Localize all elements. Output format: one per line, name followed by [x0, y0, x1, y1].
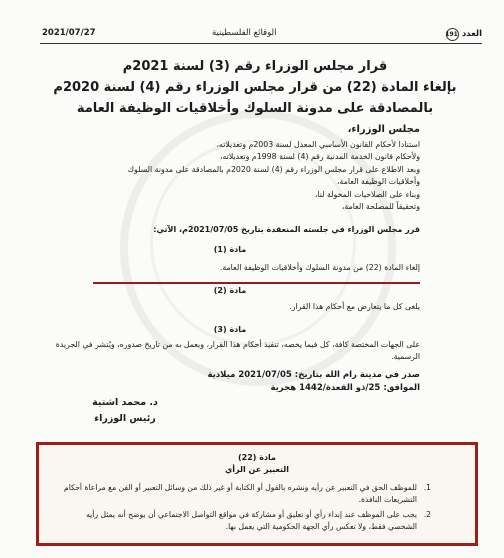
article-1-text: إلغاء المادة (22) من مدونة السلوك وأخلاقيات الوظيفة العامة. — [219, 263, 420, 272]
signatory-name: د. محمد اشتية — [92, 397, 158, 408]
item-number: 1. — [423, 483, 431, 492]
issue-number: 191 — [446, 28, 459, 41]
preamble-line: ولأحكام قانون الخدمة المدنية رقم (4) لسنة 1998م وتعديلاته، — [219, 152, 420, 162]
page-header — [42, 28, 482, 44]
title-line-3: بالمصادقة على مدونة السلوك وأخلاقيات الوظيفة العامة — [76, 101, 434, 116]
header-rule — [40, 43, 482, 44]
article-1-label: مادة (1) — [213, 245, 247, 254]
preamble-line: وتحقيقاً للمصلحة العامة، — [341, 202, 420, 212]
header-date: 2021/07/27 — [42, 28, 96, 38]
article-3-label: مادة (3) — [213, 325, 247, 334]
signatory-role: رئيس الوزراء — [94, 413, 156, 424]
list-item — [61, 482, 431, 505]
repealed-article-box — [36, 442, 478, 546]
issue-label-text: العدد — [461, 29, 482, 39]
preamble — [30, 139, 420, 213]
decides-statement: قرر مجلس الوزراء في جلسته المنعقدة بتاريخ 2021/07/05م، الآتي: — [153, 225, 420, 234]
article-1-underline — [93, 282, 420, 284]
gazette-name: الوقائع الفلسطينية — [212, 28, 277, 38]
decision-title — [40, 56, 470, 119]
preamble-line: استنادا لأحكام القانون الأساسي المعدل لسنة 2003م وتعديلاته، — [216, 140, 420, 149]
article-2-label: مادة (2) — [213, 286, 247, 295]
preamble-line: وأخلاقيات الوظيفة العامة، — [337, 177, 420, 187]
item-text: يجب على الموظف عند إبداء رأي أو تعليق أو مشاركة في مواقع التواصل الاجتماعي أن يوضح أنه يمثل رأيه الشخصي فقط، ولا تعكس رأي الجهة الحكومية التي يعمل بها. — [86, 510, 417, 531]
box-heading: التعبير عن الرأي — [224, 465, 290, 474]
title-line-1: قرار مجلس الوزراء رقم (3) لسنة 2021م — [122, 59, 388, 74]
issued-line-1: صدر في مدينة رام الله بتاريخ: 2021/07/05 ميلادية — [207, 370, 420, 380]
list-item — [61, 509, 431, 532]
title-line-2: بإلغاء المادة (22) من قرار مجلس الوزراء رقم (4) لسنة 2020م — [53, 80, 457, 95]
issue-label — [443, 28, 482, 41]
article-2-text: يلغى كل ما يتعارض مع أحكام هذا القرار. — [289, 302, 420, 311]
signature-block — [70, 395, 180, 427]
council-heading: مجلس الوزراء، — [347, 124, 420, 135]
issue-date-block — [160, 369, 420, 394]
article-3-text: على الجهات المختصة كافة، كل فيما يخصه، تنفيذ أحكام هذا القرار، ويعمل به من تاريخ صدوره، ويُنشر في الجريدة الرسمية. — [55, 340, 420, 361]
issued-line-2: الموافق: 25/ذو القعدة/1442 هجرية — [270, 382, 420, 393]
preamble-line: وبعد الاطلاع على قرار مجلس الوزراء رقم (4) لسنة 2020م بالمصادقة على مدونة السلوك — [127, 164, 420, 174]
item-text: للموظف الحق في التعبير عن رأيه ونشره بالقول أو الكتابة أو غير ذلك من وسائل التعبير أو الفن مع مراعاة أحكام التشريعات النافذة. — [64, 483, 417, 504]
preamble-line: وبناء على الصلاحيات المخولة لنا، — [314, 189, 420, 199]
box-items — [61, 482, 431, 536]
item-number: 2. — [423, 510, 431, 519]
box-article-label: مادة (22) — [237, 453, 277, 462]
